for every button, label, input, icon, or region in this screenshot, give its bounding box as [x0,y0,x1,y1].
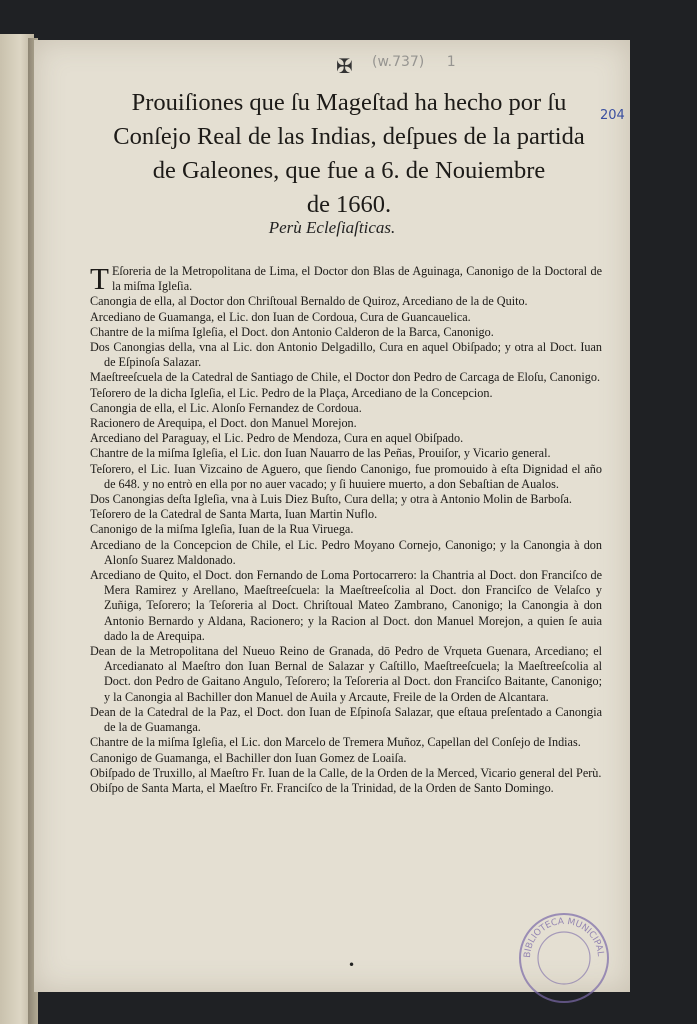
provision-entry [90,751,602,766]
provision-entry [90,492,602,507]
provision-text: Chantre de la miſma Igleſia, el Doct. don Antonio Calderon de la Barca, Canonigo. [90,324,494,339]
provision-text: Dos Canongias della, vna al Lic. don Antonio Delgadillo, Cura en aquel Obiſpado; y otra al Doct. Iuan de Eſpinoſa Salazar. [90,340,602,370]
provision-text: Arcediano de la Concepcion de Chile, el Lic. Pedro Moyano Cornejo, Canonigo; y la Canongia à don Alonſo Suarez Maldonado. [90,537,602,567]
svg-text:BIBLIOTECA MUNICIPAL: BIBLIOTECA MUNICIPAL [522,916,606,959]
provision-entry [90,294,602,309]
provision-text: Arcediano de Quito, el Doct. don Fernando de Loma Portocarrero: la Chantria al Doct. don Franciſco de Mera Ramirez y Arellano, Maeſtreeſcuela: la Maeſtreeſcolia al Doct. don Franciſco de Velaſco y Zuñiga, Teſorero; la Teſoreria al Doct. Chriſtoual Mateo Zambrano, Canonigo; la Canongia à don Antonio Bernardo y Aldana, Racionero; y la Racion al Doct. don Manuel Morejon, a quien ſe auia dado la de Arequipa. [90,568,602,643]
provision-entry [90,568,602,644]
provision-text: Teſorero de la Catedral de Santa Marta, Iuan Martin Nuflo. [90,507,378,522]
provision-text: Dos Canongias deſta Igleſia, vna à Luis Diez Buſto, Cura della; y otra à Antonio Molin de Barboſa. [90,492,572,507]
title-line: de 1660. [306,191,392,218]
provision-text: Canonigo de Guamanga, el Bachiller don Iuan Gomez de Loaiſa. [90,750,407,765]
provision-entry [90,507,602,522]
provision-text: Dean de la Catedral de la Paz, el Doct. don Iuan de Eſpinoſa Salazar, que eſtaua preſentado a Canongia de la de Guamanga. [90,704,602,735]
provision-entry [90,416,602,431]
provision-text: Obiſpo de Santa Marta, el Maeſtro Fr. Franciſco de la Trinidad, de la Orden de Santo Domingo. [90,780,554,795]
provision-text: Canongia de ella, al Doctor don Chriſtoual Bernaldo de Quiroz, Arcediano de la de Quito. [90,294,528,309]
provision-entry [90,522,602,537]
provision-text: Obiſpado de Truxillo, al Maeſtro Fr. Iuan de la Calle, de la Orden de la Merced, Vicario general del Perù. [90,765,602,780]
provision-text: Teſorero de la dicha Igleſia, el Lic. Pedro de la Plaça, Arcediano de la Concepcion. [90,385,493,400]
provision-text: Teſorero, el Lic. Iuan Vizcaino de Aguero, que ſiendo Canonigo, fue promouido à eſta Dignidad el año de 648. y no entrò en ella por no auer vacado; y ſi huuiere muerto, a don Sebaſtian de Aualos. [90,461,602,491]
provision-entry [90,325,602,340]
provisions-list [90,261,602,796]
provision-entry [90,386,602,401]
document-page [34,40,630,992]
provision-text: Canongia de ella, el Lic. Alonſo Fernandez de Cordoua. [90,400,362,415]
title-line: Prouiſiones que ſu Mageſtad ha hecho por ſu [131,89,567,116]
provision-entry [90,766,602,781]
provision-text: Chantre de la miſma Igleſia, el Lic. don Marcelo de Tremera Muñoz, Capellan del Conſejo de Indias. [90,735,581,750]
provision-entry [90,644,602,705]
drop-cap: T [90,261,109,296]
provision-entry [90,401,602,416]
library-stamp [516,910,612,1006]
provision-entry [90,538,602,568]
provision-text: Racionero de Arequipa, el Doct. don Manuel Morejon. [90,416,357,431]
provision-entry [90,310,602,325]
title-line: de Galeones, que fue a 6. de Nouiembre [152,157,546,184]
provision-entry [90,735,602,750]
section-heading: Perù Ecleſiaſticas. [268,218,396,237]
provision-text: Canonigo de la miſma Igleſia, Iuan de la Rua Viruega. [90,522,354,537]
provision-entry [90,370,602,385]
provision-entry [90,462,602,492]
provision-entry [90,446,602,461]
provision-entry [90,781,602,796]
provision-entry [90,261,602,296]
provision-entry [90,340,602,370]
title-line: Conſejo Real de las Indias, deſpues de la partida [113,123,585,150]
provision-entry [90,705,602,735]
cross-symbol: ✠ [336,54,353,78]
footer-mark: • [348,958,356,972]
pencil-annotation: (w.737) 1 [372,54,456,70]
provision-entry [90,431,602,446]
manuscript-number: 204 [600,108,625,123]
provision-text: Eſoreria de la Metropolitana de Lima, el Doctor don Blas de Aguinaga, Canonigo de la Doctoral de la miſma Igleſia. [111,264,602,294]
provision-text: Maeſtreeſcuela de la Catedral de Santiago de Chile, el Doctor don Pedro de Carcaga de Eloſu, Canonigo. [90,370,601,385]
document-title [84,86,614,222]
provision-text: Dean de la Metropolitana del Nueuo Reino de Granada, dō Pedro de Vrqueta Guenara, Arcediano; el Arcedianato al Maeſtro don Iuan Bernal de Salazar y Caſtillo, Maeſtreeſcuela; la Maeſtreeſcolia al Doct. don Pedro de Gaitano Angulo, Teſorero; la Teſoreria al Doct. don Franciſco Baitante, Canonigo; y la Canongia al Bachiller don Manuel de Auila y Arcaute, Freile de la Orden de Alcantara. [90,644,602,704]
provision-text: Arcediano del Paraguay, el Lic. Pedro de Mendoza, Cura en aquel Obiſpado. [90,431,464,446]
provision-text: Arcediano de Guamanga, el Lic. don Iuan de Cordoua, Cura de Guancaueliсa. [90,309,471,324]
provision-text: Chantre de la miſma Igleſia, el Lic. don Iuan Nauarro de las Peñas, Prouiſor, y Vicario general. [90,446,551,461]
